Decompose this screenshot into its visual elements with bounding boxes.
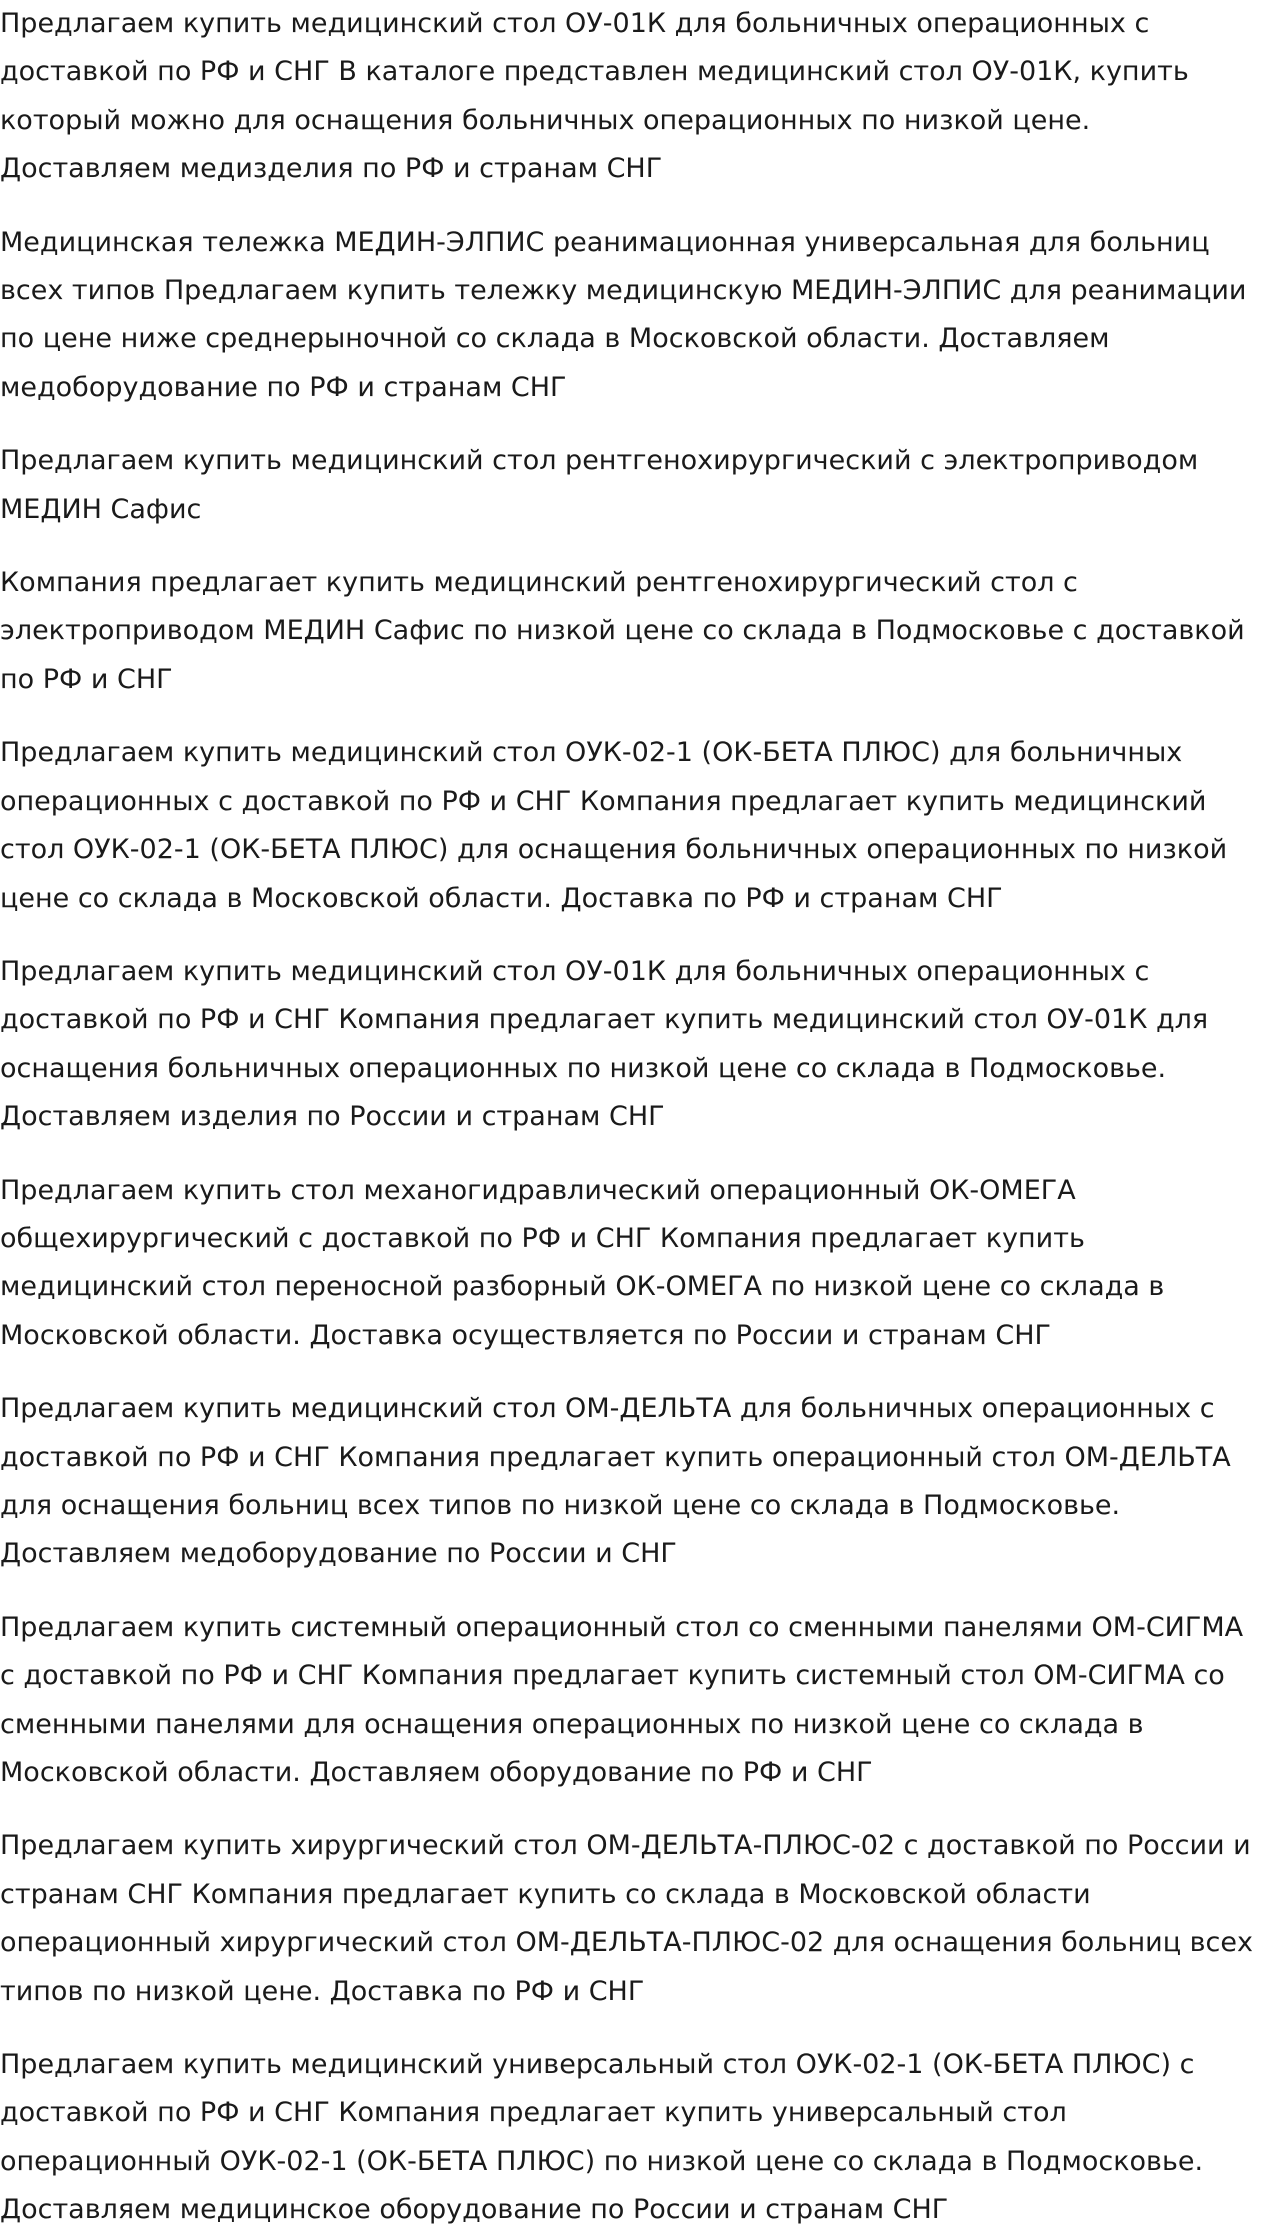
paragraph-7: Предлагаем купить стол механогидравлический операционный ОК-ОМЕГА общехирургический с доставкой по РФ и СНГ Компания предлагает купить медицинский стол переносной разборный ОК-ОМЕГА по низкой цене со склада в Московской области. Доставка осуществляется по России и странам СНГ <box>0 1174 1165 1351</box>
paragraph-2: Медицинская тележка МЕДИН-ЭЛПИС реанимационная универсальная для больниц всех типов Предлагаем купить тележку медицинскую МЕДИН-ЭЛПИС для реанимации по цене ниже среднерыночной со склада в Московской области. Доставляем медоборудование по РФ и странам СНГ <box>0 226 1247 403</box>
paragraph-1: Предлагаем купить медицинский стол ОУ-01К для больничных операционных с доставкой по РФ и СНГ В каталоге представлен медицинский стол ОУ-01К, купить который можно для оснащения больничных операционных по низкой цене. Доставляем медизделия по РФ и странам СНГ <box>0 8 1189 185</box>
paragraph-10: Предлагаем купить хирургический стол ОМ-ДЕЛЬТА-ПЛЮС-02 с доставкой по России и странам СНГ Компания предлагает купить со склада в Московской области операционный хирургический стол ОМ-ДЕЛЬТА-ПЛЮС-02 для оснащения больниц всех типов по низкой цене. Доставка по РФ и СНГ <box>0 1830 1253 2007</box>
paragraph-11: Предлагаем купить медицинский универсальный стол ОУК-02-1 (ОК-БЕТА ПЛЮС) с доставкой по РФ и СНГ Компания предлагает купить универсальный стол операционный ОУК-02-1 (ОК-БЕТА ПЛЮС) по низкой цене со склада в Подмосковье. Доставляем медицинское оборудование по России и странам СНГ <box>0 2049 1204 2226</box>
paragraph-8: Предлагаем купить медицинский стол ОМ-ДЕЛЬТА для больничных операционных с доставкой по РФ и СНГ Компания предлагает купить операционный стол ОМ-ДЕЛЬТА для оснащения больниц всех типов по низкой цене со склада в Подмосковье. Доставляем медоборудование по России и СНГ <box>0 1393 1231 1570</box>
paragraph-6: Предлагаем купить медицинский стол ОУ-01К для больничных операционных с доставкой по РФ и СНГ Компания предлагает купить медицинский стол ОУ-01К для оснащения больничных операционных по низкой цене со склада в Подмосковье. Доставляем изделия по России и странам СНГ <box>0 955 1209 1133</box>
paragraph-5: Предлагаем купить медицинский стол ОУК-02-1 (ОК-БЕТА ПЛЮС) для больничных операционных с доставкой по РФ и СНГ Компания предлагает купить медицинский стол ОУК-02-1 (ОК-БЕТА ПЛЮС) для оснащения больничных операционных по низкой цене со склада в Московской области. Доставка по РФ и странам СНГ <box>0 737 1228 914</box>
paragraph-3: Предлагаем купить медицинский стол рентгенохирургический с электроприводом МЕДИН Сафис <box>0 445 1199 525</box>
paragraph-9: Предлагаем купить системный операционный стол со сменными панелями ОМ-СИГМА с доставкой по РФ и СНГ Компания предлагает купить системный стол ОМ-СИГМА со сменными панелями для оснащения операционных по низкой цене со склада в Московской области. Доставляем оборудование по РФ и СНГ <box>0 1611 1244 1788</box>
paragraph-4: Компания предлагает купить медицинский рентгенохирургический стол с электроприводом МЕДИН Сафис по низкой цене со склада в Подмосковье с доставкой по РФ и СНГ <box>0 567 1245 695</box>
